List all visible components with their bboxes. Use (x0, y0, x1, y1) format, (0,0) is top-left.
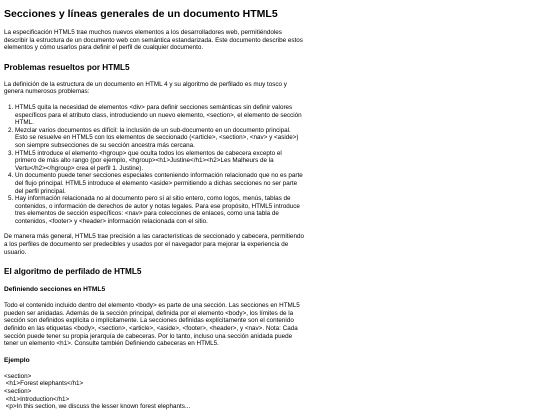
article-content (4, 8, 304, 411)
list-item: 5. Hay información relacionada no al documento pero sí al sitio entero, como logos, menús, tablas de contenidos, o información de derechos de autor y notas legales. Para ese propósito, HTML5 introduce tres elementos de sección específicos: <nav> para colecciones de enlaces, como una tabla de contenidos, <footer> y <header> información relacionada con el sitio. (15, 195, 304, 225)
subheading-defining-sections: Definiendo secciones en HTML5 (4, 286, 106, 294)
code-line: <h1>Introduction</h1> (4, 395, 70, 403)
code-line: <section> (4, 388, 32, 395)
list-item: 4. Un documento puede tener secciones especiales conteniendo información relacionado que no es parte del flujo principal. HTML5 introduce el elemento <aside> permitiendo a dichas secciones no ser parte del perfil principal. (15, 172, 304, 195)
code-line: <section> (4, 372, 32, 380)
list-item: 2. Mezclar varios documentos es difícil: la inclusión de un sub-documento en un documento principal. Esto se resuelve en HTML5 con los elementos de seccionado (<article>, <section>, <nav> y <aside>) son siempre subsecciones de su sección ancestra más cercana. (15, 127, 304, 150)
code-line: <p>In this section, we discuss the lesser known forest elephants... (4, 403, 191, 411)
page-title: Secciones y líneas generales de un documento HTML5 (4, 8, 278, 20)
example-heading: Ejemplo (4, 356, 30, 364)
closing-paragraph: De manera más general, HTML5 trae precisión a las características de seccionado y cabecera, permitiendo a los perfiles de documento ser predecibles y usados por el navegador para mejorar la experiencia de usuario. (4, 233, 304, 256)
code-example (4, 373, 304, 411)
list-item: 3. HTML5 introduce el elemento <hgroup> que oculta todos los elementos de cabecera excepto el primero de más alto rango (por ejemplo, <hgroup><h1>Justine</h1><h2>Les Malheurs de la Vertu</h2></hgroup> crea el perfil 1. Justine). (15, 150, 304, 173)
list-item: 1. HTML5 quita la necesidad de elementos <div> para definir secciones semánticas sin definir valores específicos para el atributo class, introduciendo un nuevo elemento, <section>, el elemento de sección HTML. (15, 104, 304, 127)
section-heading-algorithm: El algoritmo de perfilado de HTML5 (4, 267, 142, 277)
sections-paragraph: Todo el contenido incluido dentro del elemento <body> es parte de una sección. Las secciones en HTML5 pueden ser anidadas. Además de la sección principal, definida por el elemento <body>, los límites de la sección son definidos explícita o implícitamente. La secciones definidas explícitamente son el contenido definido en las etiquetas <body>, <section>, <article>, <aside>, <footer>, <header>, y <nav>. Nota: Cada sección puede tener su propia jerarquía de cabeceras. Por lo tanto, incluso una sección anidada puede tener un elemento <h1>. Consulte también Definiendo cabeceras en HTML5. (4, 302, 300, 348)
code-line: <h1>Forest elephants</h1> (4, 380, 84, 388)
problems-list (4, 104, 304, 226)
intro-paragraph: La especificación HTML5 trae muchos nuevos elementos a los desarrolladores web, permitiéndoles describir la estructura de un documento web con semántica estandarizada. Este documento describe estos elementos y cómo usarlos para definir el perfil de cualquier documento. (4, 29, 303, 52)
section-heading-problems: Problemas resueltos por HTML5 (4, 62, 130, 72)
problems-paragraph: La definición de la estructura de un documento en HTML 4 y su algoritmo de perfilado es muy tosco y genera numerosos problemas: (4, 80, 287, 96)
